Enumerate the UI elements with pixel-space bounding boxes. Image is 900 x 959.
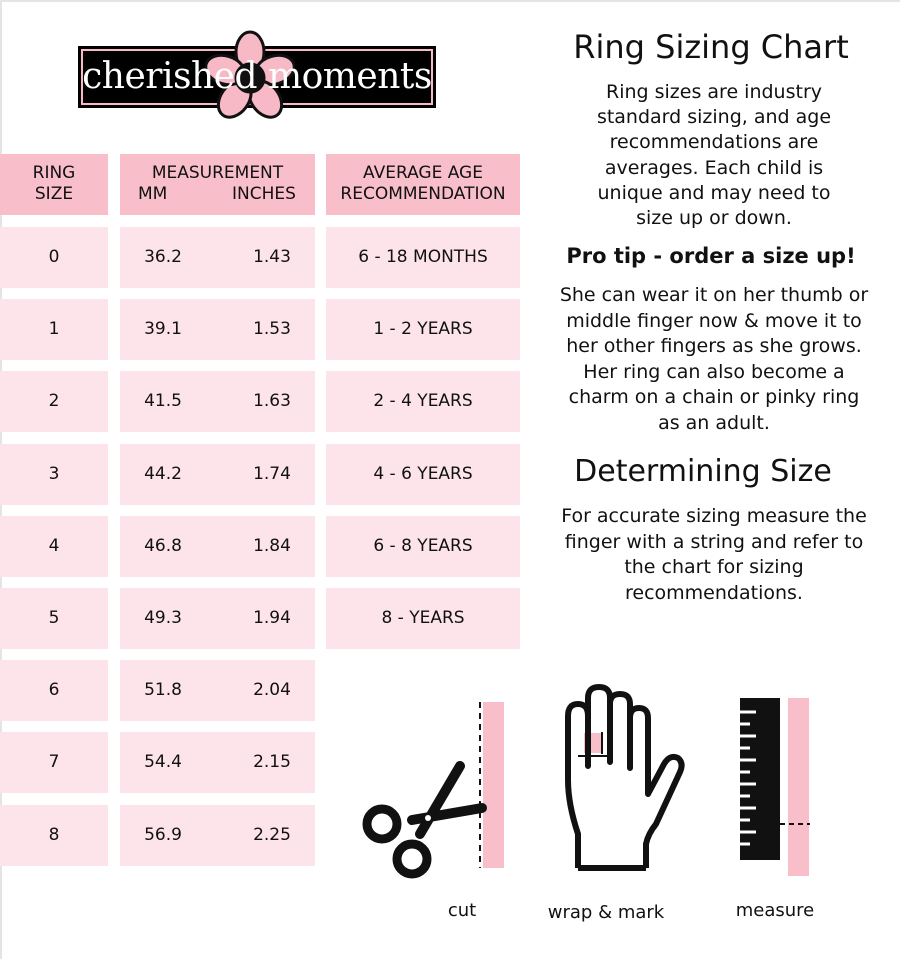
ring-size-value: 4 <box>48 536 60 556</box>
hand-icon <box>556 684 686 874</box>
mm-value: 56.9 <box>144 825 182 845</box>
measurement-cell <box>120 588 315 649</box>
ring-size-value: 8 <box>48 825 60 845</box>
ring-size-cell <box>0 805 108 866</box>
text-line: her other fingers as she grows. <box>566 335 862 357</box>
ring-size-cell <box>0 732 108 793</box>
ring-size-cell <box>0 227 108 288</box>
measurement-cell <box>120 371 315 432</box>
ruler-icon <box>738 694 818 879</box>
age-value: 8 - YEARS <box>381 608 465 628</box>
ring-size-cell <box>0 588 108 649</box>
measurement-cell <box>120 805 315 866</box>
measure-label: measure <box>735 900 815 921</box>
measurement-cell <box>120 227 315 288</box>
text-line: standard sizing, and age <box>596 106 832 129</box>
ring-size-value: 1 <box>48 319 60 339</box>
age-cell <box>326 371 520 432</box>
header-ring-size-label: RING SIZE <box>32 163 76 204</box>
ring-size-cell <box>0 371 108 432</box>
ring-size-value: 7 <box>48 752 60 772</box>
text-line: Ring sizes are industry <box>606 81 822 103</box>
ring-size-cell <box>0 299 108 360</box>
measurement-cell <box>120 444 315 505</box>
age-cell <box>326 299 520 360</box>
header-ring-size <box>0 154 108 215</box>
ring-size-value: 6 <box>48 680 60 700</box>
brand-logo <box>78 46 436 108</box>
determining-title: Determining Size <box>574 454 832 489</box>
ring-size-value: 5 <box>48 608 60 628</box>
ring-size-cell <box>0 444 108 505</box>
age-cell <box>326 227 520 288</box>
age-cell <box>326 516 520 577</box>
text-line: Her ring can also become a <box>583 360 845 383</box>
text-line: size up or down. <box>636 207 792 229</box>
ring-size-value: 2 <box>48 391 60 411</box>
age-value: 1 - 2 YEARS <box>373 319 473 339</box>
header-measurement <box>120 154 315 215</box>
mm-value: 49.3 <box>144 608 182 628</box>
mm-value: 41.5 <box>144 391 182 411</box>
text-line: She can wear it on her thumb or <box>559 284 869 306</box>
measurement-cell <box>120 732 315 793</box>
inches-value: 1.53 <box>253 319 291 339</box>
mm-value: 44.2 <box>144 464 182 484</box>
text-line: charm on a chain or pinky ring <box>568 386 860 408</box>
text-line: as an adult. <box>658 411 770 434</box>
age-value: 4 - 6 YEARS <box>373 464 473 484</box>
inches-value: 1.63 <box>253 391 291 411</box>
inches-value: 1.43 <box>253 247 291 267</box>
inches-value: 2.04 <box>253 680 291 700</box>
header-age <box>326 154 520 215</box>
text-line: the chart for sizing <box>624 556 804 578</box>
page-title: Ring Sizing Chart <box>573 28 849 66</box>
pro-tip-heading: Pro tip - order a size up! <box>566 244 856 268</box>
text-line: finger with a string and refer to <box>564 530 864 553</box>
mm-value: 36.2 <box>144 247 182 267</box>
header-mm-label: MM <box>138 184 168 204</box>
top-border <box>0 0 900 2</box>
text-line: averages. Each child is <box>604 156 824 179</box>
age-cell <box>326 588 520 649</box>
inches-value: 2.15 <box>253 752 291 772</box>
scissors-icon <box>360 698 510 888</box>
text-line: For accurate sizing measure the <box>561 505 867 527</box>
header-age-label: AVERAGE AGE RECOMMENDATION <box>340 163 506 204</box>
mm-value: 54.4 <box>144 752 182 772</box>
measurement-cell <box>120 660 315 721</box>
age-value: 2 - 4 YEARS <box>373 391 473 411</box>
mm-value: 39.1 <box>144 319 182 339</box>
age-value: 6 - 8 YEARS <box>373 536 473 556</box>
age-value: 6 - 18 MONTHS <box>358 247 488 267</box>
brand-name: cherished moments <box>82 56 432 97</box>
mm-value: 51.8 <box>144 680 182 700</box>
text-line: middle finger now & move it to <box>566 309 862 332</box>
age-cell <box>326 444 520 505</box>
inches-value: 2.25 <box>253 825 291 845</box>
measurement-cell <box>120 516 315 577</box>
inches-value: 1.94 <box>253 608 291 628</box>
ring-size-cell <box>0 516 108 577</box>
header-inches-label: INCHES <box>232 184 296 204</box>
mm-value: 46.8 <box>144 536 182 556</box>
measurement-cell <box>120 299 315 360</box>
ring-size-value: 3 <box>48 464 60 484</box>
text-line: unique and may need to <box>597 181 831 204</box>
ring-size-value: 0 <box>48 247 60 267</box>
text-line: recommendations are <box>609 131 819 154</box>
inches-value: 1.84 <box>253 536 291 556</box>
inches-value: 1.74 <box>253 464 291 484</box>
ring-size-cell <box>0 660 108 721</box>
text-line: recommendations. <box>625 581 803 604</box>
cut-label: cut <box>447 900 477 921</box>
header-measurement-label: MEASUREMENT <box>151 163 284 183</box>
wrap-mark-label: wrap & mark <box>547 902 665 923</box>
